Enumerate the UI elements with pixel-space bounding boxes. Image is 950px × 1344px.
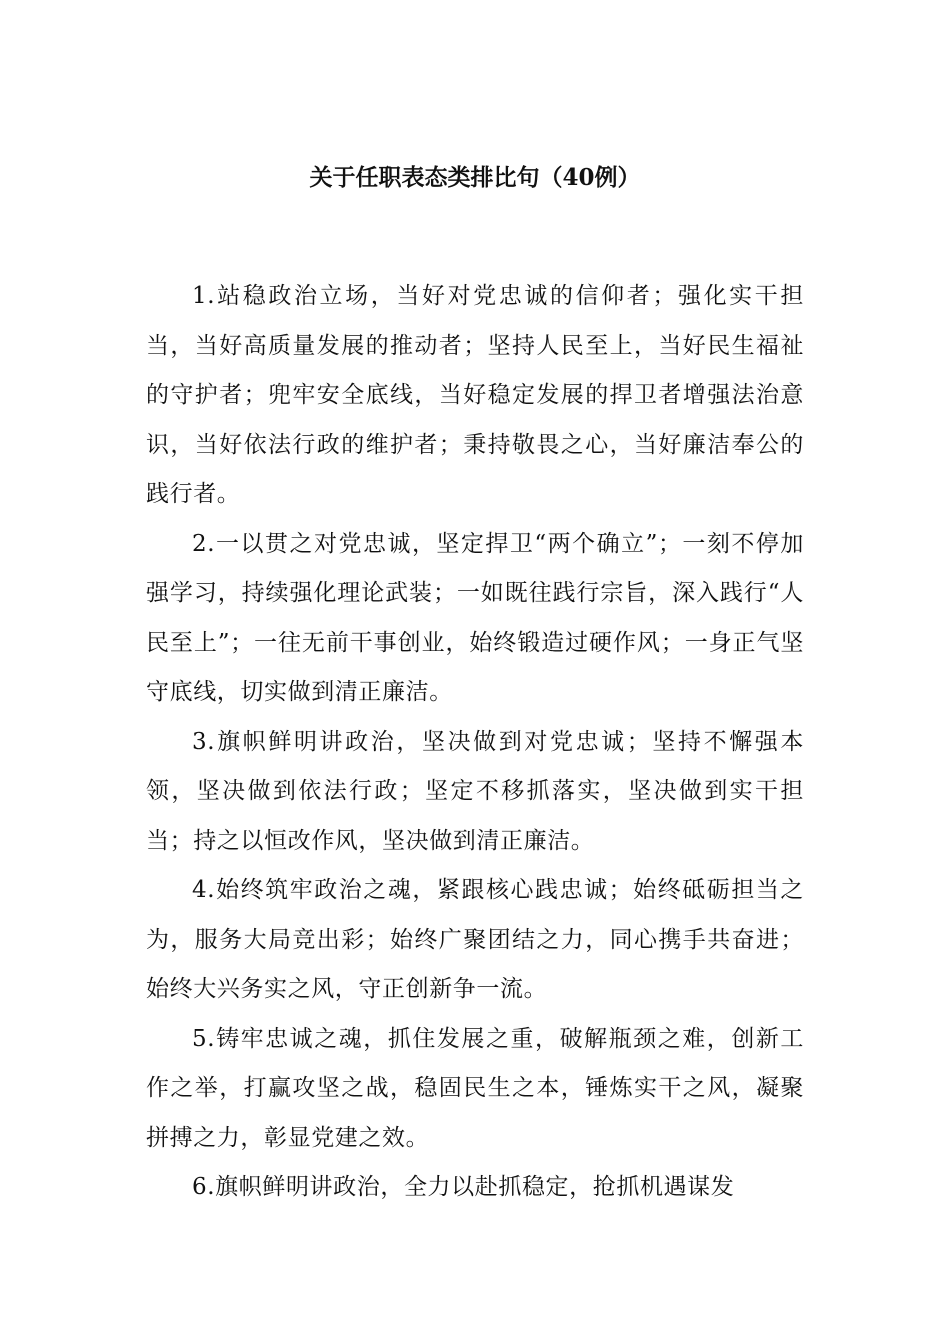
paragraph-1: 1.站稳政治立场，当好对党忠诚的信仰者；强化实干担当，当好高质量发展的推动者；坚持人民至上，当好民生福祉的守护者；兜牢安全底线，当好稳定发展的捍卫者增强法治意识，当好依法行政的维护者；秉持敬畏之心，当好廉洁奉公的践行者。: [146, 283, 804, 507]
paragraph-4: 4.始终筑牢政治之魂，紧跟核心践忠诚；始终砥砺担当之为，服务大局竞出彩；始终广聚团结之力，同心携手共奋进；始终大兴务实之风，守正创新争一流。: [146, 877, 804, 1002]
paragraph-3: 3.旗帜鲜明讲政治，坚决做到对党忠诚；坚持不懈强本领，坚决做到依法行政；坚定不移抓落实，坚决做到实干担当；持之以恒改作风，坚决做到清正廉洁。: [146, 728, 804, 854]
document-body: [146, 272, 804, 1213]
paragraph-2: 2.一以贯之对党忠诚，坚定捍卫“两个确立”；一刻不停加强学习，持续强化理论武装；一如既往践行宗旨，深入践行“人民至上”；一往无前干事创业，始终锻造过硬作风；一身正气坚守底线，切实做到清正廉洁。: [146, 530, 804, 705]
paragraph-5: 5.铸牢忠诚之魂，抓住发展之重，破解瓶颈之难，创新工作之举，打赢攻坚之战，稳固民生之本，锤炼实干之风，凝聚拼搏之力，彰显党建之效。: [146, 1025, 804, 1151]
document-title: 关于任职表态类排比句（40例）: [309, 164, 641, 191]
paragraph-6: 6.旗帜鲜明讲政治，全力以赴抓稳定，抢抓机遇谋发: [192, 1174, 735, 1200]
